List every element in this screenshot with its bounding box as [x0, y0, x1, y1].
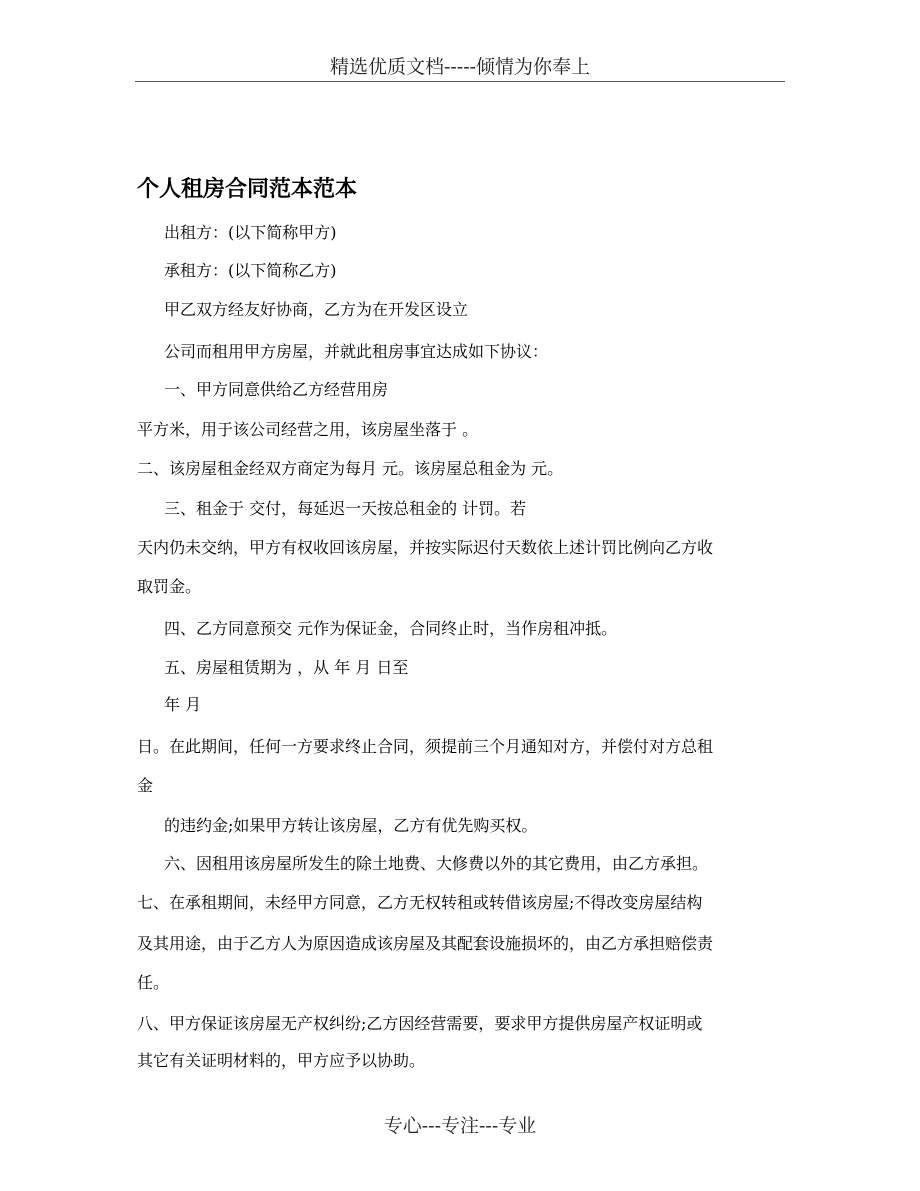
clause-1-line-2: 平方米，用于该公司经营之用，该房屋坐落于 。: [137, 420, 479, 439]
clause-7-line-1: 七、在承租期间，未经甲方同意，乙方无权转租或转借该房屋;不得改变房屋结构: [137, 893, 703, 912]
header-divider: [135, 81, 785, 82]
line-preamble-2: 公司而租用甲方房屋，并就此租房事宜达成如下协议：: [164, 342, 549, 361]
clause-5-line-2: 年 月: [164, 695, 202, 714]
clause-5-line-3: 日。在此期间，任何一方要求终止合同，须提前三个月通知对方，并偿付对方总租: [137, 737, 714, 756]
clause-8-line-2: 其它有关证明材料的，甲方应予以协助。: [137, 1051, 426, 1070]
clause-3-line-1: 三、租金于 交付，每延迟一天按总租金的 计罚。若: [164, 499, 527, 518]
line-lessee: 承租方：(以下简称乙方): [164, 261, 337, 280]
clause-3-line-3: 取罚金。: [137, 577, 202, 596]
line-lessor: 出租方：(以下简称甲方): [164, 223, 337, 242]
clause-5-line-4: 金: [137, 776, 154, 795]
clause-4: 四、乙方同意预交 元作为保证金，合同终止时，当作房租冲抵。: [164, 619, 618, 638]
clause-7-line-2: 及其用途，由于乙方人为原因造成该房屋及其配套设施损坏的，由乙方承担赔偿责: [137, 934, 714, 953]
clause-2: 二、该房屋租金经双方商定为每月 元。该房屋总租金为 元。: [137, 459, 564, 478]
clause-7-line-3: 任。: [137, 973, 170, 992]
clause-6: 六、因租用该房屋所发生的除土地费、大修费以外的其它费用，由乙方承担。: [164, 854, 709, 873]
clause-8-line-1: 八、甲方保证该房屋无产权纠纷;乙方因经营需要，要求甲方提供房屋产权证明或: [137, 1014, 703, 1033]
page-footer: 专心---专注---专业: [383, 1115, 537, 1137]
clause-5-line-5: 的违约金;如果甲方转让该房屋，乙方有优先购买权。: [164, 816, 538, 835]
clause-1-line-1: 一、甲方同意供给乙方经营用房: [164, 380, 389, 399]
document-title: 个人租房合同范本范本: [137, 176, 358, 202]
clause-3-line-2: 天内仍未交纳，甲方有权收回该房屋，并按实际迟付天数依上述计罚比例向乙方收: [137, 538, 714, 557]
page-header: 精选优质文档-----倾情为你奉上: [329, 56, 591, 78]
clause-5-line-1: 五、房屋租赁期为 ，从 年 月 日至: [164, 658, 409, 677]
line-preamble-1: 甲乙双方经友好协商，乙方为在开发区设立: [164, 300, 469, 319]
